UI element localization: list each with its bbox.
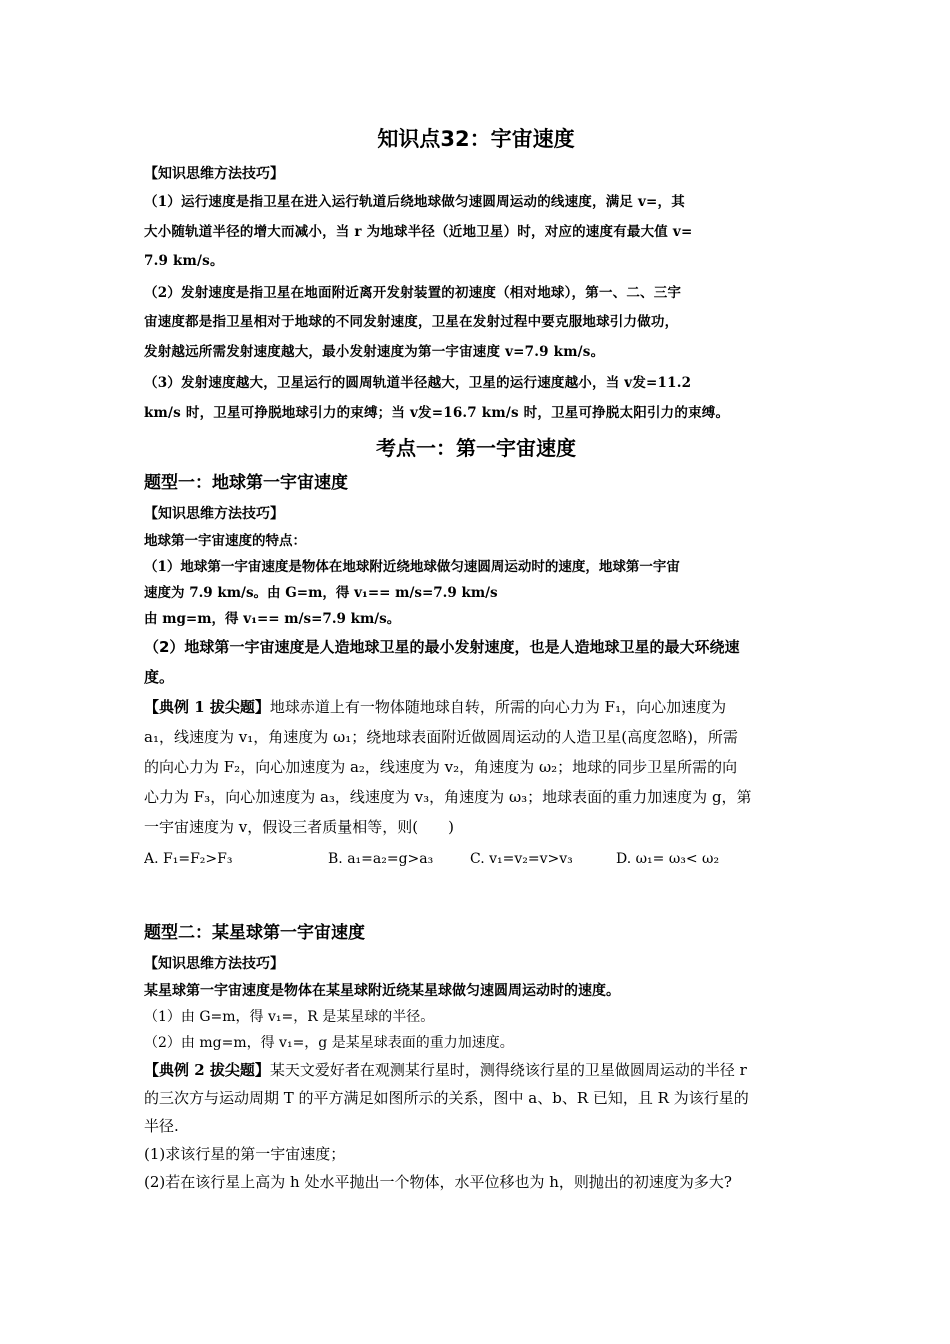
example2-line: 半径. xyxy=(144,1117,179,1135)
type1-heading: 题型一：地球第一宇宙速度 xyxy=(144,473,348,493)
choice-d: D. ω₁= ω₃< ω₂ xyxy=(616,851,720,867)
example2-line: 的三次方与运动周期 T 的平方满足如图所示的关系，图中 a、b、R 已知，且 R 为该行星的 xyxy=(144,1089,749,1107)
document-page xyxy=(144,118,808,1196)
intro-line: 宙速度都是指卫星相对于地球的不同发射速度，卫星在发射过程中要克服地球引力做功， xyxy=(144,314,679,330)
intro-line: 发射越远所需发射速度越大，最小发射速度为第一宇宙速度 v=7.9 km/s。 xyxy=(144,343,605,360)
example2-text: 某天文爱好者在观测某行星时，测得绕该行星的卫星做圆周运动的半径 r xyxy=(269,1061,747,1079)
type1-line: 由 mg=m，得 v₁== m/s=7.9 km/s。 xyxy=(144,611,401,627)
kaodian-title: 考点一：第一宇宙速度 xyxy=(376,436,576,460)
type2-line: （2）由 mg=m，得 v₁=，g 是某星球表面的重力加速度。 xyxy=(144,1035,514,1051)
type2-line: （1）由 G=m，得 v₁=，R 是某星球的半径。 xyxy=(144,1009,435,1025)
type1-tips-label: 【知识思维方法技巧】 xyxy=(144,506,284,522)
type1-bold-line: （2）地球第一宇宙速度是人造地球卫星的最小发射速度，也是人造地球卫星的最大环绕速 xyxy=(144,638,740,656)
example2-label: 【典例 2 拔尖题】 xyxy=(144,1061,270,1079)
intro-line: （1）运行速度是指卫星在进入运行轨道后绕地球做匀速圆周运动的线速度，满足 v=，其 xyxy=(144,194,685,210)
choice-b: B. a₁=a₂=g>a₃ xyxy=(328,851,434,867)
intro-line: 7.9 km/s。 xyxy=(144,253,224,269)
intro-line: （2）发射速度是指卫星在地面附近离开发射装置的初速度（相对地球），第一、二、三宇 xyxy=(144,284,682,301)
example1-line: a₁，线速度为 v₁，角速度为 ω₁；绕地球表面附近做圆周运动的人造卫星(高度忽略)，所需 xyxy=(144,728,738,746)
example1-first-line xyxy=(144,692,808,722)
intro-line: km/s 时，卫星可挣脱地球引力的束缚；当 v发=16.7 km/s 时，卫星可挣脱太阳引力的束缚。 xyxy=(144,404,730,421)
question-1: (1)求该行星的第一宇宙速度； xyxy=(144,1145,346,1163)
question-2: (2)若在该行星上高为 h 处水平抛出一个物体，水平位移也为 h，则抛出的初速度为多大? xyxy=(144,1173,732,1191)
example1-line: 一宇宙速度为 v，假设三者质量相等，则( ) xyxy=(144,818,454,836)
type1-bold-line: 度。 xyxy=(144,668,175,686)
type2-line: 某星球第一宇宙速度是物体在某星球附近绕某星球做匀速圆周运动时的速度。 xyxy=(144,983,620,999)
example1-line: 心力为 F₃，向心加速度为 a₃，线速度为 v₃，角速度为 ω₃；地球表面的重力加速度为 g，第 xyxy=(144,788,752,806)
choice-c: C. v₁=v₂=v>v₃ xyxy=(470,851,573,867)
section-label-tips: 【知识思维方法技巧】 xyxy=(144,166,284,182)
intro-line: 大小随轨道半径的增大而减小，当 r 为地球半径（近地卫星）时，对应的速度有最大值 v= xyxy=(144,223,693,240)
type2-tips-label: 【知识思维方法技巧】 xyxy=(144,956,284,972)
example1-choices xyxy=(144,842,808,876)
page-title: 知识点32：宇宙速度 xyxy=(377,127,575,151)
example2-first-line xyxy=(144,1056,808,1084)
type2-heading: 题型二：某星球第一宇宙速度 xyxy=(144,923,365,943)
choice-a: A. F₁=F₂>F₃ xyxy=(144,851,233,867)
type1-line: 速度为 7.9 km/s。由 G=m，得 v₁== m/s=7.9 km/s xyxy=(144,585,498,601)
intro-paragraphs xyxy=(144,188,808,428)
type1-line: 地球第一宇宙速度的特点： xyxy=(144,533,306,549)
intro-line: （3）发射速度越大，卫星运行的圆周轨道半径越大，卫星的运行速度越小，当 v发=11.2 xyxy=(144,375,692,391)
example1-text: 地球赤道上有一物体随地球自转，所需的向心力为 F₁，向心加速度为 xyxy=(269,698,727,716)
type1-line: （1）地球第一宇宙速度是物体在地球附近绕地球做匀速圆周运动时的速度，地球第一宇宙 xyxy=(144,559,680,575)
example1-line: 的向心力为 F₂，向心加速度为 a₂，线速度为 v₂，角速度为 ω₂；地球的同步卫星所需的向 xyxy=(144,758,738,776)
example1-label: 【典例 1 拔尖题】 xyxy=(144,698,270,716)
